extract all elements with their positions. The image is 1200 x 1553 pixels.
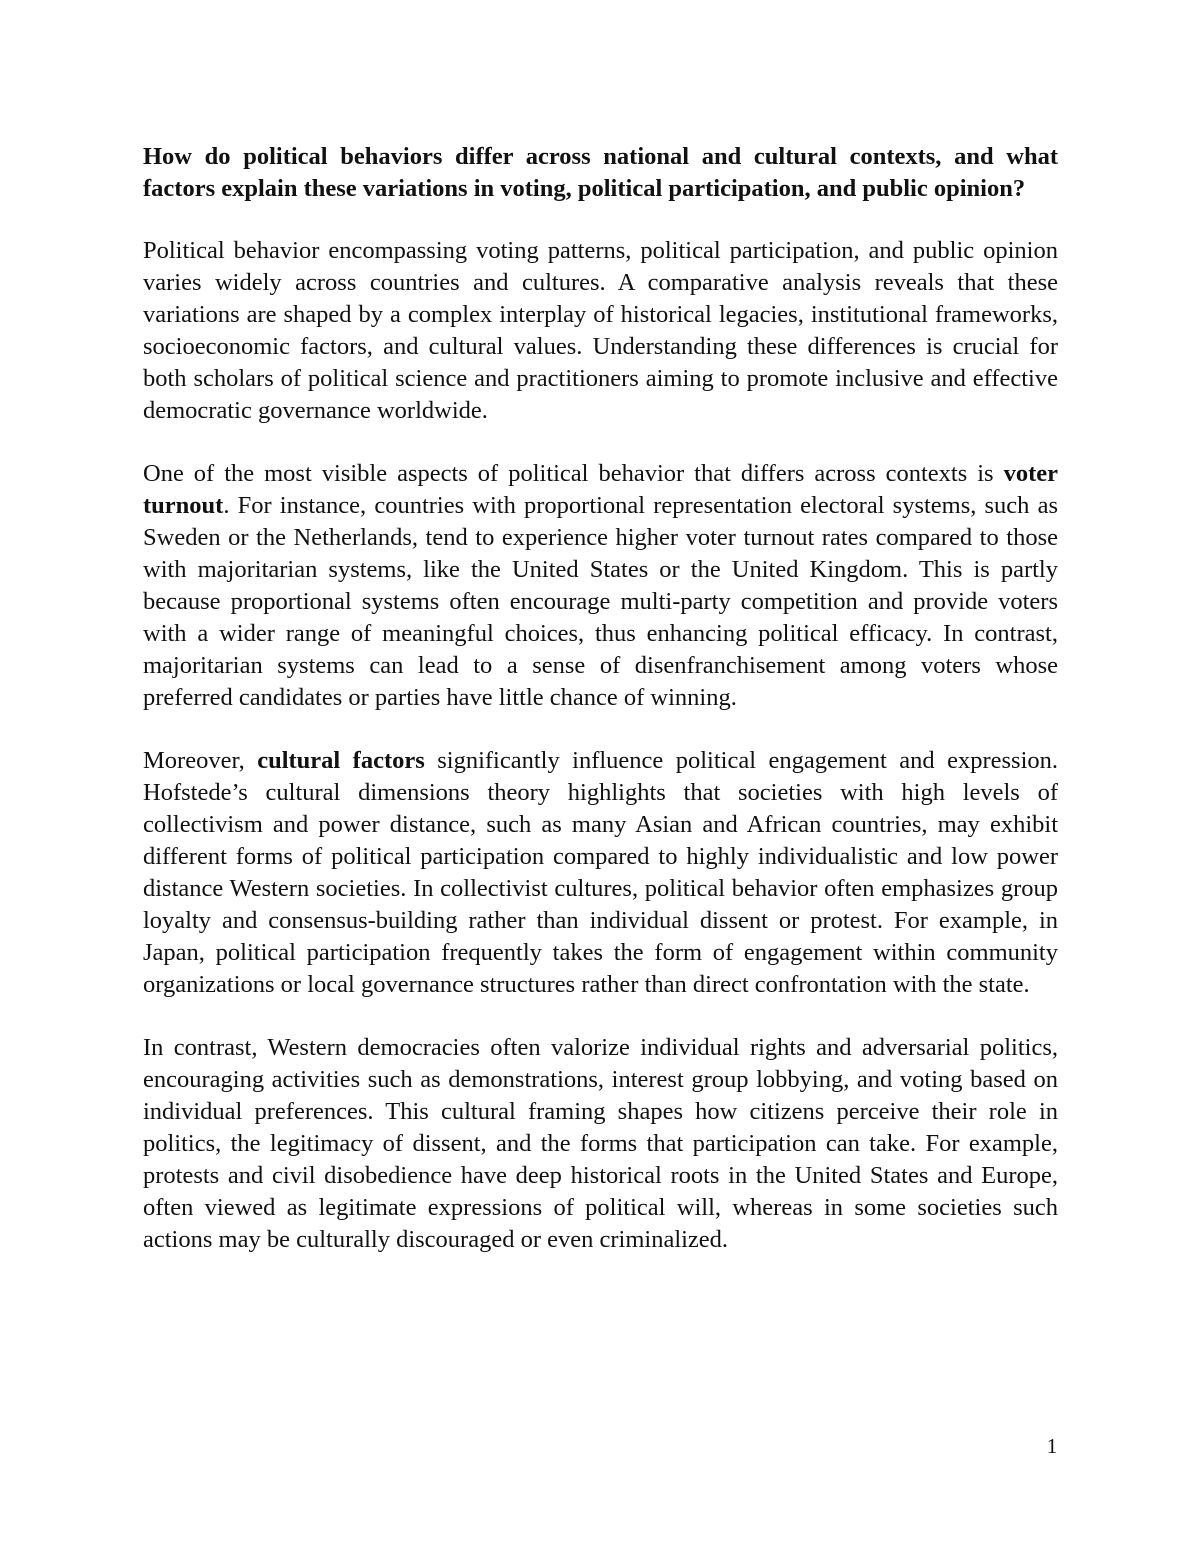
paragraph-cultural-factors xyxy=(143,745,1058,1001)
paragraph-text: Moreover, xyxy=(143,747,258,774)
page-number: 1 xyxy=(1046,1434,1058,1458)
question-heading: How do political behaviors differ across national and cultural contexts, and what factors explain these variations in voting, political participation, and public opinion? xyxy=(143,143,1058,202)
paragraph-voter-turnout xyxy=(143,458,1058,714)
paragraph-introduction: Political behavior encompassing voting patterns, political participation, and public opinion varies widely across countries and cultures. A comparative analysis reveals that these variations are shaped by a complex interplay of historical legacies, institutional frameworks, socioeconomic factors, and cultural values. Understanding these differences is crucial for both scholars of political science and practitioners aiming to promote inclusive and effective democratic governance worldwide. xyxy=(143,237,1058,424)
paragraph-western-democracies: In contrast, Western democracies often valorize individual rights and adversarial politics, encouraging activities such as demonstrations, interest group lobbying, and voting based on individual preferences. This cultural framing shapes how citizens perceive their role in politics, the legitimacy of dissent, and the forms that participation can take. For example, protests and civil disobedience have deep historical roots in the United States and Europe, often viewed as legitimate expressions of political will, whereas in some societies such actions may be culturally discouraged or even criminalized. xyxy=(143,1034,1058,1253)
paragraph-text: One of the most visible aspects of political behavior that differs across contexts is xyxy=(143,460,1004,487)
paragraph-text: significantly influence political engagement and expression. Hofstede’s cultural dimensions theory highlights that societies with high levels of collectivism and power distance, such as many Asian and African countries, may exhibit different forms of political participation compared to highly individualistic and low power distance Western societies. In collectivist cultures, political behavior often emphasizes group loyalty and consensus-building rather than individual dissent or protest. For example, in Japan, political participation frequently takes the form of engagement within community organizations or local governance structures rather than direct confrontation with the state. xyxy=(143,747,1059,998)
bold-term-voter-turnout: voter turnout xyxy=(143,460,1058,519)
paragraph-text: . For instance, countries with proportional representation electoral systems, such as Sweden or the Netherlands, tend to experience higher voter turnout rates compared to those with majoritarian systems, like the United States or the United Kingdom. This is partly because proportional systems often encourage multi-party competition and provide voters with a wider range of meaningful choices, thus enhancing political efficacy. In contrast, majoritarian systems can lead to a sense of disenfranchisement among voters whose preferred candidates or parties have little chance of winning. xyxy=(143,492,1058,711)
bold-term-cultural-factors: cultural factors xyxy=(257,747,425,774)
document-body xyxy=(143,141,1058,1287)
